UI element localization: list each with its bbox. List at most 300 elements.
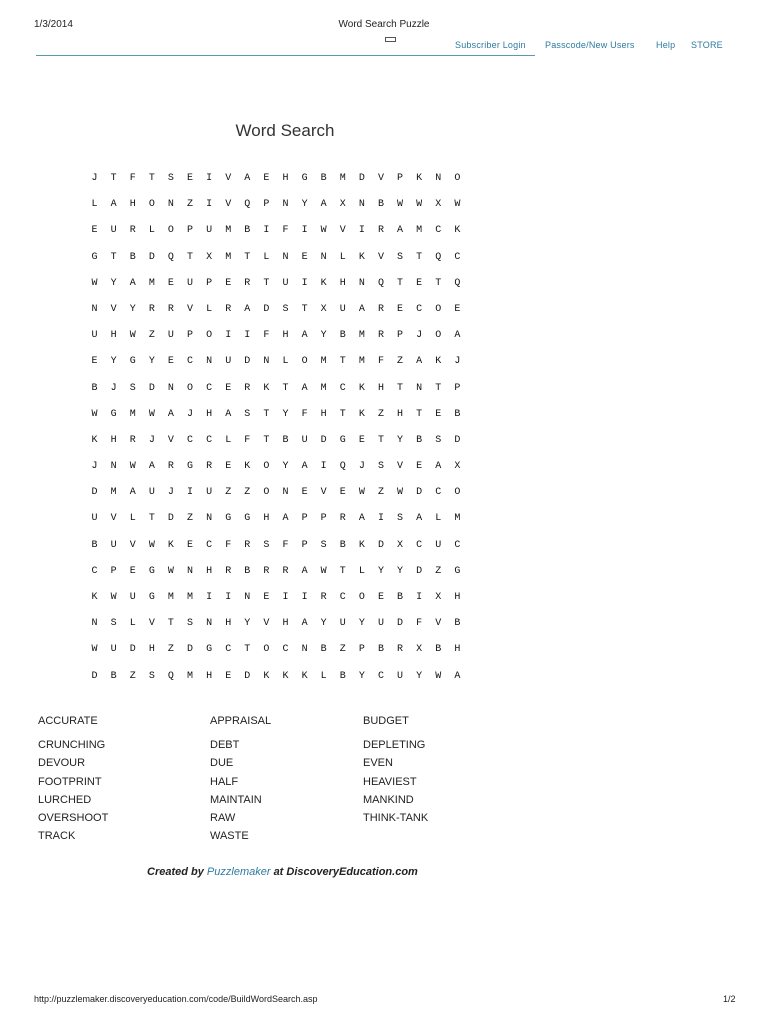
grid-letter: S [282, 303, 289, 315]
grid-letter: E [225, 277, 232, 289]
grid-letter: N [167, 382, 174, 394]
word-list-item: ACCURATE [38, 715, 98, 727]
grid-letter: K [358, 408, 365, 420]
grid-letter: D [397, 618, 404, 630]
grid-letter: O [301, 356, 308, 368]
grid-letter: M [129, 408, 136, 420]
grid-letter: Y [377, 565, 384, 577]
grid-letter: K [416, 173, 423, 184]
grid-letter: U [339, 303, 346, 315]
grid-letter: B [244, 225, 251, 237]
grid-letter: L [263, 251, 270, 263]
grid-letter: D [320, 434, 327, 446]
grid-letter: M [187, 592, 194, 603]
grid-letter: D [148, 251, 155, 263]
grid-letter: P [397, 330, 404, 342]
grid-letter: M [320, 356, 327, 368]
grid-letter: F [416, 618, 423, 630]
grid-letter: A [225, 408, 232, 420]
grid-letter: U [301, 434, 308, 446]
grid-letter: R [397, 644, 404, 656]
grid-letter: X [397, 539, 404, 551]
grid-letter: E [225, 461, 232, 473]
grid-letter: H [225, 618, 232, 630]
grid-letter: O [454, 173, 461, 184]
grid-letter: P [301, 513, 308, 525]
grid-letter: P [301, 539, 308, 551]
footer-page-number: 1/2 [723, 994, 736, 1004]
grid-letter: W [91, 277, 98, 289]
grid-letter: V [129, 539, 136, 551]
grid-letter: H [282, 618, 289, 630]
grid-letter: R [244, 277, 251, 289]
word-list-item: CRUNCHING [38, 739, 106, 752]
grid-letter: F [129, 173, 136, 184]
grid-letter: X [454, 461, 461, 473]
grid-letter: M [358, 356, 365, 368]
grid-letter: A [358, 513, 365, 525]
grid-letter: K [263, 670, 270, 682]
grid-letter: H [148, 644, 155, 656]
grid-letter: C [435, 487, 442, 499]
grid-letter: H [206, 670, 213, 682]
grid-row [85, 383, 467, 409]
grid-letter: M [148, 277, 155, 289]
grid-letter: A [435, 461, 442, 473]
grid-letter: X [435, 199, 442, 211]
grid-letter: K [167, 539, 174, 551]
word-list-item: MAINTAIN [210, 793, 262, 806]
grid-letter: Q [167, 670, 174, 682]
grid-letter: T [416, 251, 423, 263]
grid-letter: D [416, 565, 423, 577]
grid-letter: T [339, 356, 346, 368]
grid-letter: R [167, 303, 174, 315]
grid-letter: H [206, 565, 213, 577]
grid-letter: N [206, 356, 213, 368]
grid-letter: K [301, 670, 308, 682]
grid-letter: T [397, 277, 404, 289]
grid-letter: C [187, 356, 194, 368]
grid-letter: M [320, 382, 327, 394]
grid-row [85, 592, 467, 618]
letter-grid [85, 173, 467, 697]
grid-letter: D [167, 513, 174, 525]
grid-letter: D [244, 356, 251, 368]
grid-letter: D [377, 539, 384, 551]
grid-letter: A [148, 461, 155, 473]
grid-letter: N [167, 199, 174, 211]
grid-letter: E [129, 565, 136, 577]
grid-letter: O [148, 199, 155, 211]
grid-letter: I [282, 592, 289, 603]
grid-letter: B [244, 565, 251, 577]
grid-letter: B [435, 644, 442, 656]
grid-letter: D [187, 644, 194, 656]
grid-letter: R [339, 513, 346, 525]
grid-letter: Q [339, 461, 346, 473]
grid-letter: R [148, 303, 155, 315]
grid-letter: U [187, 277, 194, 289]
grid-letter: O [263, 461, 270, 473]
header-mark [385, 37, 396, 42]
grid-letter: G [454, 565, 461, 577]
word-list-item: TRACK [38, 830, 76, 843]
grid-letter: U [397, 670, 404, 682]
grid-letter: X [435, 592, 442, 603]
grid-letter: E [263, 592, 270, 603]
grid-letter: N [320, 251, 327, 263]
grid-letter: N [91, 303, 98, 315]
grid-letter: N [206, 618, 213, 630]
grid-letter: Z [148, 330, 155, 342]
grid-letter: U [339, 618, 346, 630]
grid-letter: N [244, 592, 251, 603]
grid-letter: O [167, 225, 174, 237]
grid-letter: V [110, 303, 117, 315]
grid-letter: K [358, 382, 365, 394]
grid-letter: B [339, 539, 346, 551]
grid-letter: C [339, 382, 346, 394]
grid-letter: V [377, 173, 384, 184]
grid-letter: T [339, 408, 346, 420]
header-rule [36, 55, 455, 56]
credit-suffix: at DiscoveryEducation.com [273, 866, 418, 878]
grid-letter: W [91, 408, 98, 420]
grid-letter: U [282, 277, 289, 289]
grid-letter: K [282, 670, 289, 682]
grid-letter: I [187, 487, 194, 499]
grid-letter: C [91, 565, 98, 577]
grid-letter: A [301, 565, 308, 577]
grid-letter: P [358, 644, 365, 656]
grid-letter: R [129, 225, 136, 237]
grid-letter: G [244, 513, 251, 525]
grid-letter: N [263, 356, 270, 368]
grid-letter: J [454, 356, 461, 368]
grid-letter: Z [377, 487, 384, 499]
grid-letter: G [91, 251, 98, 263]
grid-letter: Q [454, 277, 461, 289]
grid-letter: O [206, 330, 213, 342]
grid-letter: I [206, 592, 213, 603]
header-rule-active [455, 55, 535, 56]
grid-letter: I [301, 225, 308, 237]
grid-letter: I [263, 225, 270, 237]
grid-letter: K [244, 461, 251, 473]
puzzle-title: Word Search [235, 121, 335, 140]
grid-letter: N [282, 251, 289, 263]
grid-letter: E [225, 670, 232, 682]
grid-letter: H [129, 199, 136, 211]
grid-letter: W [320, 225, 327, 237]
grid-letter: M [339, 173, 346, 184]
grid-letter: A [416, 356, 423, 368]
grid-letter: B [91, 539, 98, 551]
grid-letter: N [416, 382, 423, 394]
grid-letter: Y [282, 461, 289, 473]
grid-letter: G [301, 173, 308, 184]
grid-letter: L [129, 513, 136, 525]
grid-letter: S [167, 173, 174, 184]
grid-letter: I [225, 330, 232, 342]
grid-letter: F [301, 408, 308, 420]
grid-letter: T [263, 408, 270, 420]
word-list-item: EVEN [363, 757, 393, 770]
grid-row [85, 409, 467, 435]
grid-letter: T [397, 382, 404, 394]
grid-letter: F [282, 225, 289, 237]
grid-letter: H [397, 408, 404, 420]
header-date: 1/3/2014 [34, 19, 73, 30]
grid-letter: G [148, 592, 155, 603]
grid-letter: C [282, 644, 289, 656]
grid-letter: R [206, 461, 213, 473]
grid-letter: B [397, 592, 404, 603]
grid-letter: F [263, 330, 270, 342]
grid-letter: B [416, 434, 423, 446]
grid-letter: K [435, 356, 442, 368]
grid-letter: I [206, 173, 213, 184]
grid-letter: I [416, 592, 423, 603]
grid-letter: K [358, 539, 365, 551]
grid-letter: M [187, 670, 194, 682]
grid-letter: N [187, 565, 194, 577]
grid-letter: E [301, 487, 308, 499]
grid-letter: U [110, 225, 117, 237]
grid-letter: L [358, 565, 365, 577]
grid-letter: U [110, 644, 117, 656]
word-list-item: WASTE [210, 830, 249, 843]
grid-letter: R [129, 434, 136, 446]
grid-letter: J [358, 461, 365, 473]
word-list-item: THINK-TANK [363, 811, 429, 824]
grid-row [85, 330, 467, 356]
grid-letter: Q [167, 251, 174, 263]
grid-letter: T [187, 251, 194, 263]
grid-letter: P [397, 173, 404, 184]
grid-letter: T [110, 251, 117, 263]
grid-letter: Q [377, 277, 384, 289]
grid-letter: E [263, 173, 270, 184]
grid-letter: Y [110, 356, 117, 368]
grid-letter: A [416, 513, 423, 525]
grid-letter: C [187, 434, 194, 446]
grid-letter: N [358, 199, 365, 211]
grid-letter: E [167, 356, 174, 368]
grid-letter: E [225, 382, 232, 394]
grid-letter: J [91, 173, 98, 184]
grid-letter: X [320, 303, 327, 315]
grid-letter: V [148, 618, 155, 630]
grid-letter: B [377, 199, 384, 211]
grid-letter: L [320, 670, 327, 682]
grid-letter: L [206, 303, 213, 315]
grid-letter: D [454, 434, 461, 446]
grid-letter: O [435, 330, 442, 342]
grid-letter: I [301, 277, 308, 289]
grid-letter: H [282, 173, 289, 184]
grid-letter: U [167, 330, 174, 342]
grid-letter: K [91, 592, 98, 603]
grid-letter: A [244, 173, 251, 184]
grid-letter: B [454, 408, 461, 420]
grid-row [85, 644, 467, 670]
grid-row [85, 304, 467, 330]
grid-letter: O [358, 592, 365, 603]
grid-letter: Z [435, 565, 442, 577]
grid-letter: W [110, 592, 117, 603]
grid-letter: Y [397, 434, 404, 446]
grid-row [85, 225, 467, 251]
grid-letter: J [148, 434, 155, 446]
grid-letter: M [454, 513, 461, 525]
grid-letter: D [148, 382, 155, 394]
grid-letter: O [263, 644, 270, 656]
grid-letter: O [435, 303, 442, 315]
grid-row [85, 540, 467, 566]
grid-letter: U [377, 618, 384, 630]
grid-letter: V [320, 487, 327, 499]
grid-letter: R [377, 330, 384, 342]
grid-letter: A [129, 277, 136, 289]
grid-letter: S [129, 382, 136, 394]
grid-letter: M [225, 225, 232, 237]
grid-letter: U [91, 330, 98, 342]
grid-letter: M [167, 592, 174, 603]
grid-letter: R [225, 303, 232, 315]
grid-row [85, 199, 467, 225]
grid-letter: E [167, 277, 174, 289]
nav-help[interactable]: Help [656, 40, 676, 50]
grid-letter: B [377, 644, 384, 656]
grid-letter: L [148, 225, 155, 237]
grid-letter: H [110, 434, 117, 446]
grid-letter: A [282, 513, 289, 525]
grid-letter: E [377, 592, 384, 603]
grid-letter: E [454, 303, 461, 315]
grid-letter: K [320, 277, 327, 289]
grid-letter: P [263, 199, 270, 211]
grid-letter: Z [339, 644, 346, 656]
grid-letter: V [377, 251, 384, 263]
grid-letter: Q [244, 199, 251, 211]
grid-letter: S [110, 618, 117, 630]
grid-letter: F [244, 434, 251, 446]
grid-letter: R [244, 539, 251, 551]
grid-letter: B [282, 434, 289, 446]
grid-letter: W [358, 487, 365, 499]
grid-letter: I [320, 461, 327, 473]
grid-letter: W [320, 565, 327, 577]
grid-letter: T [435, 382, 442, 394]
grid-letter: H [282, 330, 289, 342]
nav-passcode[interactable]: Passcode/New Users [545, 40, 635, 50]
nav-subscriber-login[interactable]: Subscriber Login [455, 40, 526, 50]
grid-letter: I [301, 592, 308, 603]
grid-letter: Y [397, 565, 404, 577]
grid-letter: O [454, 487, 461, 499]
nav-store[interactable]: STORE [691, 40, 723, 50]
grid-letter: D [358, 173, 365, 184]
grid-letter: V [263, 618, 270, 630]
grid-letter: Z [129, 670, 136, 682]
grid-letter: N [110, 461, 117, 473]
word-list-item: MANKIND [363, 793, 414, 806]
grid-row [85, 618, 467, 644]
grid-letter: O [263, 487, 270, 499]
grid-letter: Y [148, 356, 155, 368]
grid-letter: U [435, 539, 442, 551]
grid-letter: V [110, 513, 117, 525]
grid-letter: H [454, 644, 461, 656]
grid-letter: Z [225, 487, 232, 499]
grid-letter: N [358, 277, 365, 289]
grid-letter: F [282, 539, 289, 551]
grid-letter: T [244, 644, 251, 656]
grid-letter: B [339, 330, 346, 342]
grid-letter: T [148, 513, 155, 525]
grid-letter: P [320, 513, 327, 525]
grid-letter: W [454, 199, 461, 211]
grid-letter: H [454, 592, 461, 603]
grid-letter: S [435, 434, 442, 446]
grid-letter: Y [358, 670, 365, 682]
grid-letter: C [206, 539, 213, 551]
grid-letter: T [339, 565, 346, 577]
grid-letter: C [416, 539, 423, 551]
grid-letter: Y [320, 618, 327, 630]
word-list-item: HEAVIEST [363, 775, 417, 788]
grid-letter: U [206, 225, 213, 237]
grid-letter: A [167, 408, 174, 420]
grid-letter: N [91, 618, 98, 630]
grid-letter: E [91, 225, 98, 237]
grid-row [85, 278, 467, 304]
grid-letter: H [320, 408, 327, 420]
grid-letter: Y [244, 618, 251, 630]
grid-letter: Y [110, 277, 117, 289]
grid-letter: Z [377, 408, 384, 420]
grid-letter: H [377, 382, 384, 394]
grid-letter: H [339, 277, 346, 289]
grid-letter: A [301, 461, 308, 473]
grid-letter: Y [416, 670, 423, 682]
grid-letter: S [397, 251, 404, 263]
grid-letter: Z [187, 199, 194, 211]
puzzlemaker-link[interactable]: Puzzlemaker [206, 866, 271, 878]
grid-letter: G [187, 461, 194, 473]
grid-letter: F [225, 539, 232, 551]
grid-letter: K [358, 251, 365, 263]
word-list-item: DEBT [210, 739, 240, 752]
grid-letter: I [244, 330, 251, 342]
grid-letter: C [435, 225, 442, 237]
grid-letter: A [454, 330, 461, 342]
grid-letter: X [416, 644, 423, 656]
grid-letter: W [435, 670, 442, 682]
grid-letter: T [110, 173, 117, 184]
grid-letter: L [339, 251, 346, 263]
grid-letter: L [435, 513, 442, 525]
grid-letter: Z [397, 356, 404, 368]
grid-letter: X [339, 199, 346, 211]
grid-letter: N [282, 199, 289, 211]
grid-letter: A [244, 303, 251, 315]
grid-letter: T [244, 251, 251, 263]
grid-letter: M [358, 330, 365, 342]
grid-letter: R [263, 565, 270, 577]
